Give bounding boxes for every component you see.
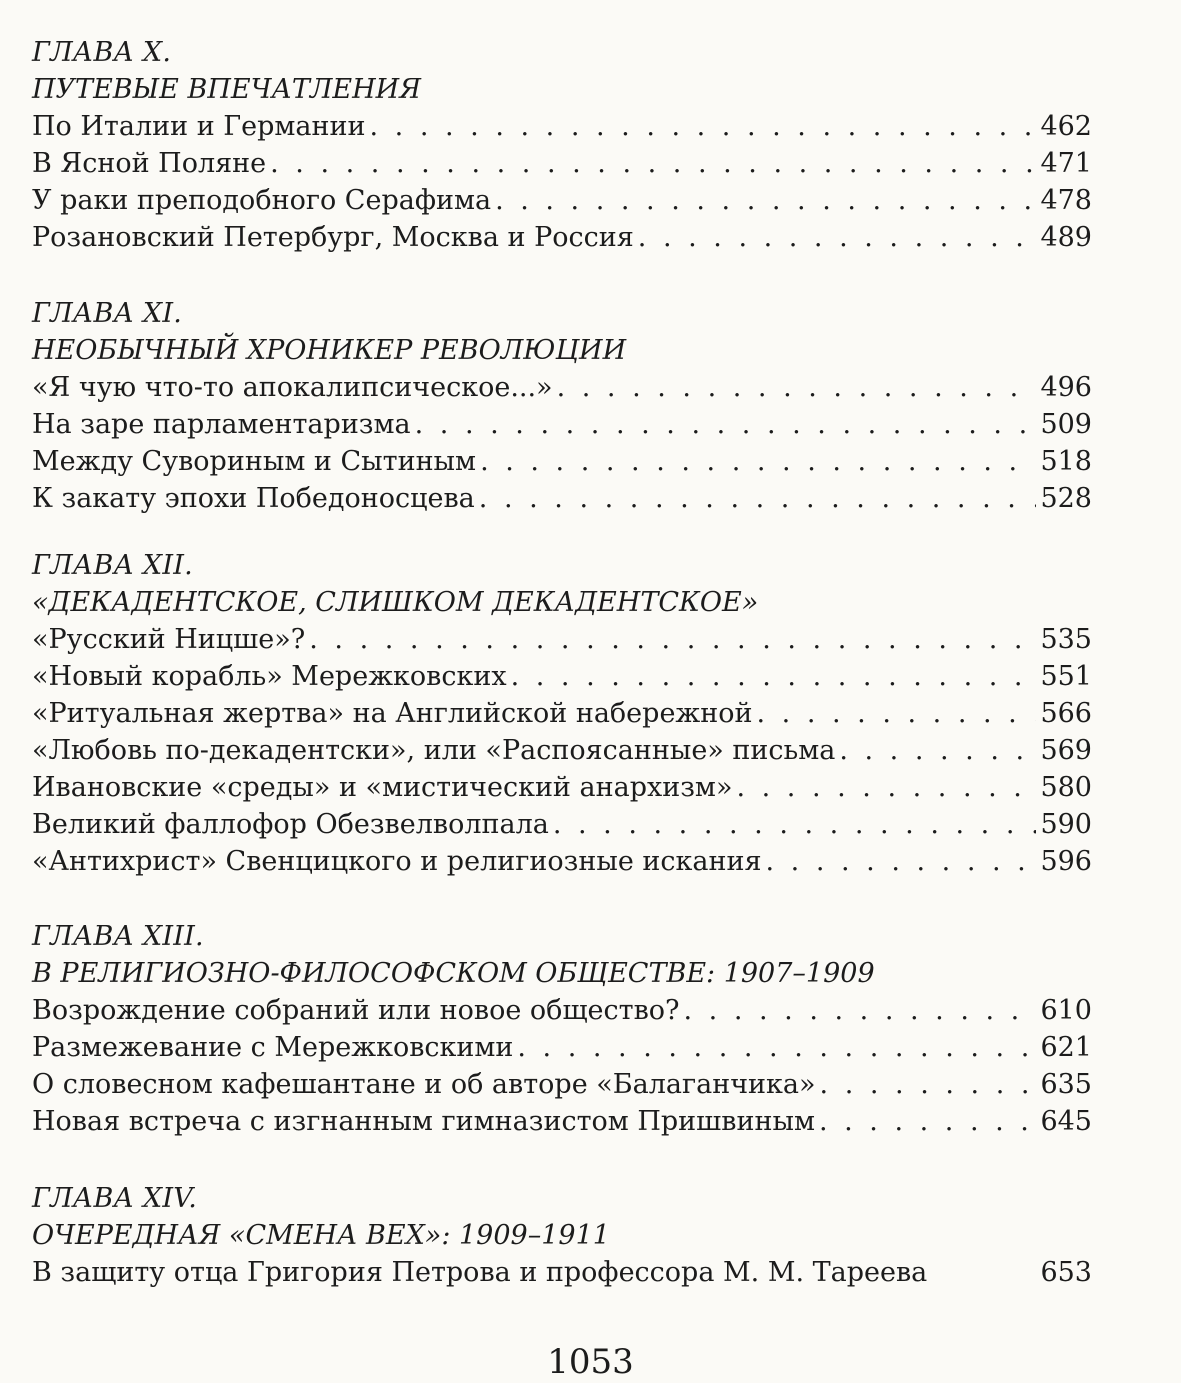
dot-leader bbox=[309, 621, 1036, 658]
toc-entry[interactable] bbox=[32, 695, 1092, 732]
dot-leader bbox=[511, 658, 1037, 695]
chapter-title: НЕОБЫЧНЫЙ ХРОНИКЕР РЕВОЛЮЦИИ bbox=[32, 335, 627, 366]
toc-entry[interactable] bbox=[32, 992, 1092, 1029]
toc-entry-page: 645 bbox=[1040, 1106, 1092, 1137]
toc-entry[interactable] bbox=[32, 1254, 1092, 1291]
toc-entry[interactable] bbox=[32, 480, 1092, 517]
toc-entry-label: В защиту отца Григория Петрова и профессора М. М. Тареева bbox=[32, 1257, 928, 1288]
toc-entry-page: 535 bbox=[1040, 624, 1092, 655]
toc-entry-page: 653 bbox=[1040, 1257, 1092, 1288]
toc-entry-page: 635 bbox=[1040, 1069, 1092, 1100]
dot-leader bbox=[495, 182, 1036, 219]
toc-entry[interactable] bbox=[32, 769, 1092, 806]
dot-leader bbox=[757, 695, 1037, 732]
toc-entry-page: 596 bbox=[1040, 846, 1092, 877]
toc-entry[interactable] bbox=[32, 806, 1092, 843]
toc-entry[interactable] bbox=[32, 1066, 1092, 1103]
chapter-heading: ГЛАВА X. bbox=[32, 37, 172, 68]
dot-leader bbox=[517, 1029, 1036, 1066]
dot-leader bbox=[270, 145, 1036, 182]
chapter-xiv bbox=[32, 1180, 1092, 1291]
dot-leader bbox=[820, 1066, 1037, 1103]
toc-entry-label: Великий фаллофор Обезвелволпала bbox=[32, 809, 549, 840]
toc-entry[interactable] bbox=[32, 406, 1092, 443]
toc-entry-label: Возрождение собраний или новое общество? bbox=[32, 995, 680, 1026]
dot-leader bbox=[553, 806, 1037, 843]
dot-leader bbox=[557, 369, 1037, 406]
toc-entry-page: 551 bbox=[1040, 661, 1092, 692]
toc-entry-label: В Ясной Поляне bbox=[32, 148, 267, 179]
dot-leader bbox=[415, 406, 1037, 443]
toc-entry-label: Розановский Петербург, Москва и Россия bbox=[32, 222, 634, 253]
dot-leader bbox=[479, 480, 1037, 517]
toc-entry-page: 518 bbox=[1040, 446, 1092, 477]
dot-leader bbox=[684, 992, 1037, 1029]
toc-entry-label: «Я чую что-то апокалипсическое...» bbox=[32, 372, 553, 403]
toc-entry[interactable] bbox=[32, 843, 1092, 880]
toc-entry-label: «Ритуальная жертва» на Английской набережной bbox=[32, 698, 753, 729]
dot-leader bbox=[370, 108, 1037, 145]
toc-entry[interactable] bbox=[32, 658, 1092, 695]
toc-entry-page: 462 bbox=[1040, 111, 1092, 142]
chapter-title: В РЕЛИГИОЗНО-ФИЛОСОФСКОМ ОБЩЕСТВЕ: 1907–1909 bbox=[32, 958, 875, 989]
page-number: 1053 bbox=[547, 1342, 634, 1382]
toc-entry-page: 610 bbox=[1040, 995, 1092, 1026]
toc-entry-page: 528 bbox=[1040, 483, 1092, 514]
chapter-title: ОЧЕРЕДНАЯ «СМЕНА ВЕХ»: 1909–1911 bbox=[32, 1220, 610, 1251]
dot-leader bbox=[839, 732, 1036, 769]
toc-entry-label: Между Сувориным и Сытиным bbox=[32, 446, 477, 477]
toc-entry[interactable] bbox=[32, 732, 1092, 769]
toc-entry-page: 509 bbox=[1040, 409, 1092, 440]
toc-entry-label: «Русский Ницше»? bbox=[32, 624, 306, 655]
toc-entry[interactable] bbox=[32, 108, 1092, 145]
toc-entry[interactable] bbox=[32, 182, 1092, 219]
toc-entry-label: На заре парламентаризма bbox=[32, 409, 411, 440]
toc-entry-label: По Италии и Германии bbox=[32, 111, 366, 142]
dot-leader bbox=[736, 769, 1036, 806]
chapter-title: «ДЕКАДЕНТСКОЕ, СЛИШКОМ ДЕКАДЕНТСКОЕ» bbox=[32, 587, 759, 618]
toc-entry[interactable] bbox=[32, 145, 1092, 182]
toc-entry-label: «Любовь по-декадентски», или «Распоясанные» письма bbox=[32, 735, 836, 766]
toc-entry[interactable] bbox=[32, 621, 1092, 658]
toc-entry-page: 489 bbox=[1040, 222, 1092, 253]
chapter-xi bbox=[32, 295, 1092, 517]
toc-entry-label: Новая встреча с изгнанным гимназистом Пришвиным bbox=[32, 1106, 815, 1137]
toc-entry-page: 496 bbox=[1040, 372, 1092, 403]
chapter-xii bbox=[32, 547, 1092, 880]
chapter-heading: ГЛАВА XIV. bbox=[32, 1183, 197, 1214]
toc-entry-page: 580 bbox=[1040, 772, 1092, 803]
toc-entry[interactable] bbox=[32, 1029, 1092, 1066]
chapter-heading: ГЛАВА XII. bbox=[32, 550, 193, 581]
toc-entry-label: О словесном кафешантане и об авторе «Балаганчика» bbox=[32, 1069, 816, 1100]
chapter-heading: ГЛАВА XIII. bbox=[32, 921, 204, 952]
dot-leader bbox=[480, 443, 1036, 480]
toc-entry-label: Ивановские «среды» и «мистический анархизм» bbox=[32, 772, 733, 803]
toc-entry-label: «Антихрист» Свенцицкого и религиозные искания bbox=[32, 846, 762, 877]
dot-leader bbox=[766, 843, 1037, 880]
toc-entry-page: 566 bbox=[1040, 698, 1092, 729]
toc-entry-page: 569 bbox=[1040, 735, 1092, 766]
toc-entry-label: К закату эпохи Победоносцева bbox=[32, 483, 475, 514]
chapter-xiii bbox=[32, 918, 1092, 1140]
chapter-x bbox=[32, 34, 1092, 256]
toc-entry-page: 478 bbox=[1040, 185, 1092, 216]
toc-entry-label: «Новый корабль» Мережковских bbox=[32, 661, 507, 692]
chapter-heading: ГЛАВА XI. bbox=[32, 298, 182, 329]
toc-entry[interactable] bbox=[32, 369, 1092, 406]
toc-entry[interactable] bbox=[32, 1103, 1092, 1140]
dot-leader bbox=[638, 219, 1037, 256]
toc-entry-label: Размежевание с Мережковскими bbox=[32, 1032, 514, 1063]
toc-entry-page: 590 bbox=[1040, 809, 1092, 840]
dot-leader bbox=[819, 1103, 1036, 1140]
toc-entry[interactable] bbox=[32, 219, 1092, 256]
toc-entry-page: 621 bbox=[1040, 1032, 1092, 1063]
toc-entry-label: У раки преподобного Серафима bbox=[32, 185, 492, 216]
chapter-title: ПУТЕВЫЕ ВПЕЧАТЛЕНИЯ bbox=[32, 74, 422, 105]
toc-entry-page: 471 bbox=[1040, 148, 1092, 179]
toc-entry[interactable] bbox=[32, 443, 1092, 480]
